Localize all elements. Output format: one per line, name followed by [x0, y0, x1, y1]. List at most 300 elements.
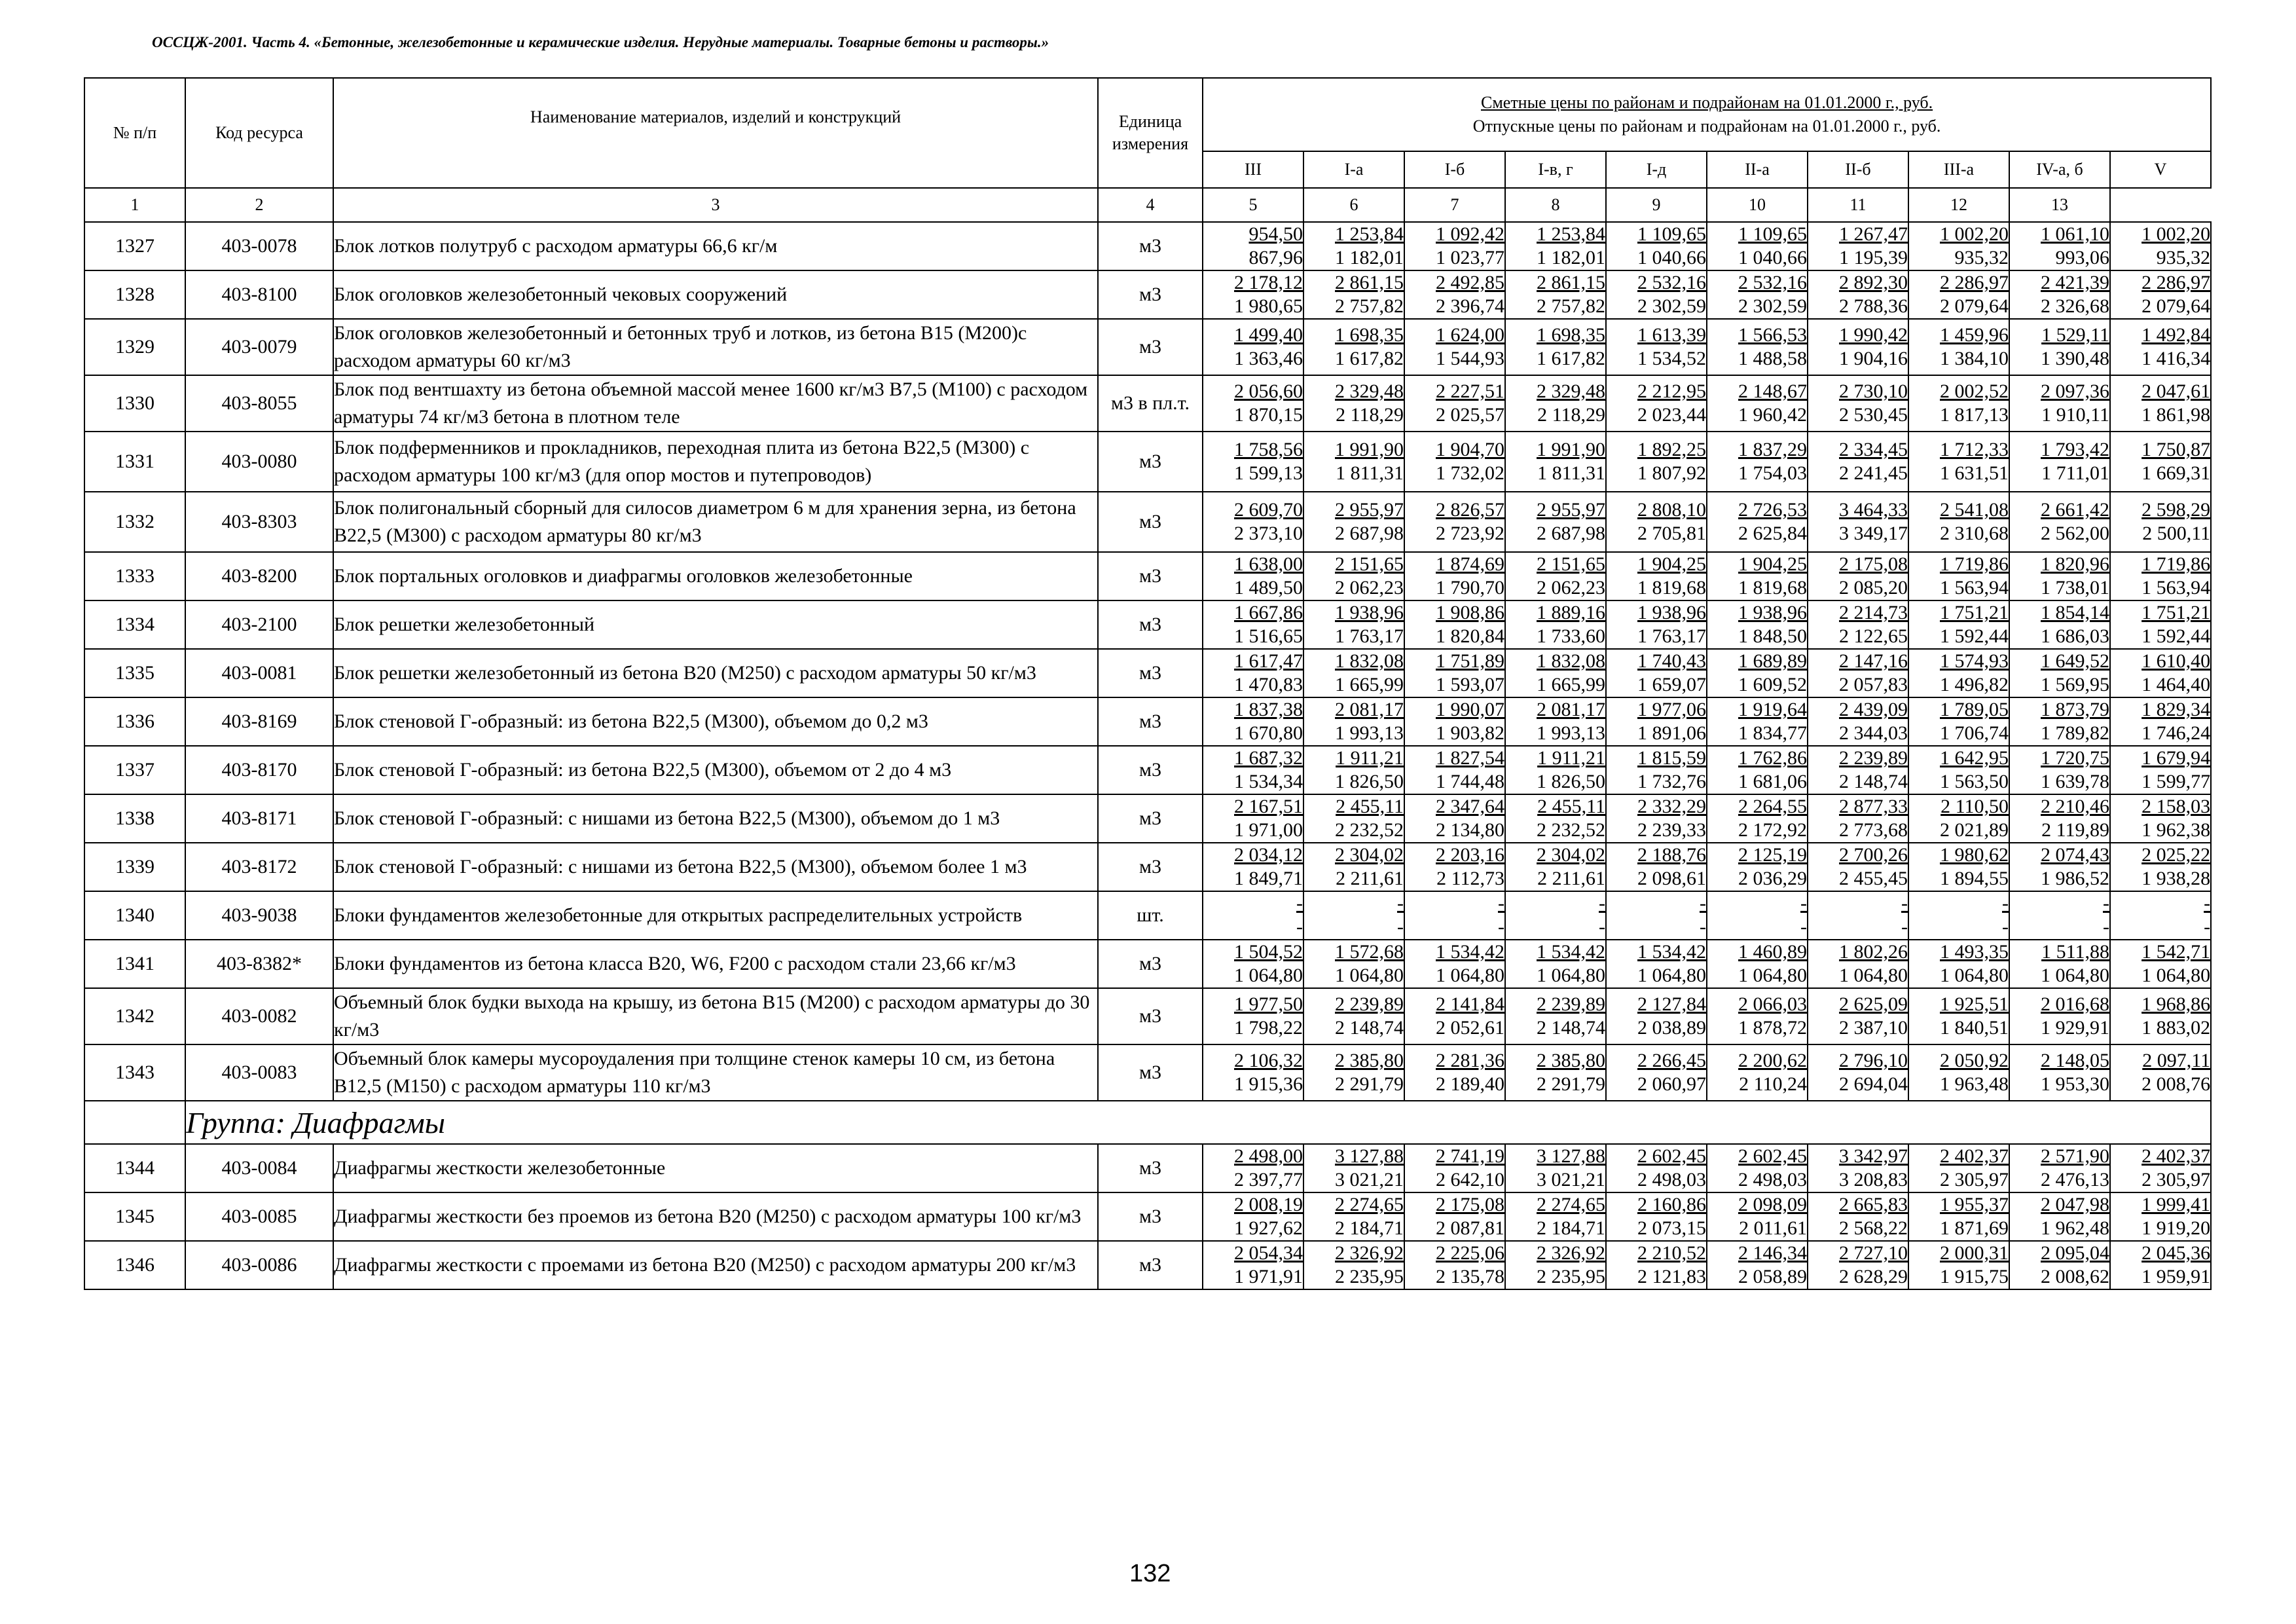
estimate-price: 2 334,45 [1839, 439, 1908, 460]
release-price: 2 291,79 [1537, 1073, 1605, 1095]
material-name: Блок стеновой Г-образный: с нишами из бетона В22,5 (М300), объемом более 1 м3 [333, 843, 1098, 891]
estimate-price: 1 613,39 [1637, 324, 1706, 346]
release-price: 2 344,03 [1839, 722, 1908, 744]
estimate-price: 2 665,83 [1839, 1194, 1908, 1215]
resource-code: 403-0081 [185, 649, 333, 697]
release-price: 1 848,50 [1738, 625, 1807, 647]
release-price: 1 732,76 [1637, 771, 1706, 792]
estimate-price: 2 158,03 [2141, 796, 2211, 817]
price-cell [1908, 552, 2009, 600]
row-number: 1328 [84, 270, 185, 319]
price-cell [1908, 600, 2009, 649]
price-cell [1908, 1192, 2009, 1241]
price-cell [1707, 270, 1808, 319]
unit-of-measure: м3 [1098, 492, 1203, 552]
price-cell [2009, 432, 2110, 492]
release-price: 2 239,33 [1637, 819, 1706, 841]
release-price: 1 040,66 [1637, 247, 1706, 268]
release-price: 1 963,48 [1940, 1073, 2009, 1095]
estimate-price: 2 281,36 [1436, 1050, 1504, 1071]
price-cell [1606, 432, 1707, 492]
unit-of-measure: м3 [1098, 697, 1203, 746]
resource-code: 403-8382* [185, 940, 333, 988]
release-price: 2 038,89 [1637, 1017, 1706, 1039]
estimate-price: 1 832,08 [1537, 650, 1605, 672]
row-number: 1331 [84, 432, 185, 492]
estimate-price: 2 892,30 [1839, 272, 1908, 293]
price-header-release: Отпускные цены по районам и подрайонам на 01.01.2000 г., руб. [1472, 117, 1941, 136]
price-cell [1505, 1044, 1606, 1101]
price-cell [2009, 940, 2110, 988]
release-price: 2 396,74 [1436, 295, 1504, 317]
price-cell [1908, 492, 2009, 552]
column-number: 5 [1203, 188, 1303, 222]
release-price: 1 040,66 [1738, 247, 1807, 268]
release-price: 2 135,78 [1436, 1266, 1504, 1287]
price-cell [1203, 222, 1303, 270]
estimate-price: 1 511,88 [2041, 941, 2109, 963]
estimate-price: 1 874,69 [1436, 553, 1504, 575]
price-cell [1606, 1241, 1707, 1289]
column-number: 11 [1808, 188, 1908, 222]
estimate-price: 2 455,11 [1537, 796, 1605, 817]
estimate-price: 2 326,92 [1537, 1242, 1605, 1264]
price-cell [1404, 746, 1505, 794]
release-price: 1 569,95 [2041, 674, 2109, 695]
release-price: 2 148,74 [1537, 1017, 1605, 1039]
release-price: 2 060,97 [1637, 1073, 1706, 1095]
estimate-price: 2 304,02 [1537, 844, 1605, 866]
release-price: 2 305,97 [2141, 1169, 2211, 1190]
estimate-price: 1 793,42 [2041, 439, 2109, 460]
price-cell [1908, 432, 2009, 492]
release-price: 1 534,34 [1234, 771, 1303, 792]
row-number: 1342 [84, 988, 185, 1044]
price-cell [1606, 552, 1707, 600]
release-price: 2 211,61 [1336, 868, 1404, 889]
release-price: 1 384,10 [1940, 348, 2009, 369]
price-cell [1505, 843, 1606, 891]
price-cell [1303, 940, 1404, 988]
unit-of-measure: шт. [1098, 891, 1203, 940]
estimate-price: 1 751,21 [1940, 602, 2009, 623]
price-cell [1303, 649, 1404, 697]
column-number: 7 [1404, 188, 1505, 222]
price-cell [1505, 492, 1606, 552]
release-price: 1 064,80 [1537, 965, 1605, 986]
release-price: 1 599,13 [1234, 462, 1303, 484]
estimate-price: 1 534,42 [1537, 941, 1605, 963]
estimate-price: - [1599, 893, 1605, 914]
release-price: 3 349,17 [1839, 523, 1908, 544]
price-cell [1505, 649, 1606, 697]
row-number: 1330 [84, 375, 185, 432]
material-name: Блок решетки железобетонный из бетона В20 (М250) с расходом арматуры 50 кг/м3 [333, 649, 1098, 697]
estimate-price: 2 147,16 [1839, 650, 1908, 672]
estimate-price: 2 110,50 [1941, 796, 2009, 817]
resource-code: 403-8171 [185, 794, 333, 843]
region-header: I-а [1303, 151, 1404, 188]
release-price: 2 008,62 [2041, 1266, 2109, 1287]
price-cell [1303, 697, 1404, 746]
estimate-price: 1 679,94 [2141, 747, 2211, 769]
estimate-price: 2 661,42 [2041, 499, 2109, 521]
price-cell [1606, 746, 1707, 794]
price-cell [1203, 891, 1303, 940]
release-price: 2 211,61 [1537, 868, 1605, 889]
release-price: 1 563,50 [1940, 771, 2009, 792]
estimate-price: 1 750,87 [2141, 439, 2211, 460]
price-cell [2110, 600, 2211, 649]
price-cell [2009, 988, 2110, 1044]
estimate-price: 1 504,52 [1234, 941, 1303, 963]
price-cell [1908, 649, 2009, 697]
release-price: 1 064,80 [1234, 965, 1303, 986]
estimate-price: 2 439,09 [1839, 699, 1908, 720]
release-price: 2 310,68 [1940, 523, 2009, 544]
material-name: Блок оголовков железобетонный и бетонных труб и лотков, из бетона В15 (М200)с расходом арматуры 60 кг/м3 [333, 319, 1098, 375]
release-price: 2 387,10 [1839, 1017, 1908, 1039]
price-cell [1707, 988, 1808, 1044]
release-price: 2 079,64 [2141, 295, 2211, 317]
price-cell [1808, 432, 1908, 492]
price-cell [1707, 843, 1808, 891]
release-price: 1 639,78 [2041, 771, 2109, 792]
price-cell [1808, 492, 1908, 552]
unit-of-measure: м3 [1098, 1241, 1203, 1289]
table-row [84, 940, 2211, 988]
release-price: 2 628,29 [1839, 1266, 1908, 1287]
row-number: 1341 [84, 940, 185, 988]
release-price: 1 903,82 [1436, 722, 1504, 744]
price-cell [1404, 891, 1505, 940]
row-number: 1336 [84, 697, 185, 746]
estimate-price: 2 609,70 [1234, 499, 1303, 521]
release-price: 1 609,52 [1738, 674, 1807, 695]
row-number: 1329 [84, 319, 185, 375]
estimate-price: 1 542,71 [2141, 941, 2211, 963]
price-cell [1606, 492, 1707, 552]
price-cell [2009, 1044, 2110, 1101]
release-price: 1 631,51 [1940, 462, 2009, 484]
estimate-price: 1 820,96 [2041, 553, 2109, 575]
unit-of-measure: м3 [1098, 746, 1203, 794]
resource-code: 403-9038 [185, 891, 333, 940]
estimate-price: 3 342,97 [1839, 1145, 1908, 1167]
price-cell [1808, 319, 1908, 375]
group-row [84, 1101, 2211, 1144]
price-cell [1404, 1144, 1505, 1192]
price-cell [1606, 843, 1707, 891]
price-cell [2009, 746, 2110, 794]
price-cell [1505, 697, 1606, 746]
price-cell [1505, 600, 1606, 649]
price-cell [1707, 1044, 1808, 1101]
table-row [84, 1144, 2211, 1192]
price-cell [1707, 375, 1808, 432]
resource-code: 403-0079 [185, 319, 333, 375]
release-price: 2 305,97 [1940, 1169, 2009, 1190]
price-cell [1707, 794, 1808, 843]
estimate-price: 1 789,05 [1940, 699, 2009, 720]
price-cell [1707, 552, 1808, 600]
price-cell [1203, 270, 1303, 319]
estimate-price: 1 938,96 [1335, 602, 1404, 623]
release-price: 1 064,80 [1738, 965, 1807, 986]
estimate-price: 2 726,53 [1738, 499, 1807, 521]
row-number: 1343 [84, 1044, 185, 1101]
release-price: 1 927,62 [1234, 1217, 1303, 1239]
estimate-price: 1 689,89 [1738, 650, 1807, 672]
price-cell [1505, 746, 1606, 794]
price-cell [1908, 375, 2009, 432]
price-cell [1908, 270, 2009, 319]
release-price: 2 562,00 [2041, 523, 2109, 544]
estimate-price: 2 239,89 [1537, 993, 1605, 1015]
price-cell [1303, 1241, 1404, 1289]
estimate-price: 1 499,40 [1234, 324, 1303, 346]
price-cell [1606, 1144, 1707, 1192]
release-price: 1 516,65 [1234, 625, 1303, 647]
price-cell [1505, 794, 1606, 843]
table-row [84, 794, 2211, 843]
estimate-price: 2 225,06 [1436, 1242, 1504, 1264]
estimate-price: 2 877,33 [1839, 796, 1908, 817]
release-price: 2 235,95 [1335, 1266, 1404, 1287]
release-price: 2 241,45 [1839, 462, 1908, 484]
price-cell [1707, 1144, 1808, 1192]
estimate-price: 1 904,70 [1436, 439, 1504, 460]
release-price: 1 390,48 [2041, 348, 2109, 369]
price-cell [1303, 600, 1404, 649]
price-cell [1808, 1192, 1908, 1241]
estimate-price: 2 602,45 [1637, 1145, 1706, 1167]
release-price: 2 302,59 [1637, 295, 1706, 317]
price-cell [2110, 940, 2211, 988]
estimate-price: 2 210,52 [1637, 1242, 1706, 1264]
price-cell [1203, 988, 1303, 1044]
price-cell [1707, 319, 1808, 375]
release-price: 2 025,57 [1436, 404, 1504, 426]
price-cell [1404, 649, 1505, 697]
price-cell [2110, 1241, 2211, 1289]
price-cell [1808, 988, 1908, 1044]
release-price: 1 878,72 [1738, 1017, 1807, 1039]
resource-code: 403-0080 [185, 432, 333, 492]
price-cell [1303, 1044, 1404, 1101]
region-header: I-б [1404, 151, 1505, 188]
release-price: - [1800, 916, 1807, 938]
estimate-price: 1 493,35 [1940, 941, 2009, 963]
price-cell [1808, 697, 1908, 746]
table-row [84, 432, 2211, 492]
estimate-price: 2 727,10 [1839, 1242, 1908, 1264]
estimate-price: 1 667,86 [1234, 602, 1303, 623]
price-cell [1707, 600, 1808, 649]
resource-code: 403-0082 [185, 988, 333, 1044]
release-price: 2 073,15 [1637, 1217, 1706, 1239]
estimate-price: 2 329,48 [1537, 380, 1605, 402]
price-cell [1404, 552, 1505, 600]
unit-of-measure: м3 [1098, 940, 1203, 988]
resource-code: 403-0083 [185, 1044, 333, 1101]
estimate-price: 1 610,40 [2141, 650, 2211, 672]
release-price: 1 962,48 [2041, 1217, 2109, 1239]
release-price: 2 134,80 [1436, 819, 1504, 841]
estimate-price: - [1296, 893, 1303, 914]
estimate-price: 1 698,35 [1335, 324, 1404, 346]
estimate-price: 1 638,00 [1234, 553, 1303, 575]
release-price: 2 118,29 [1537, 404, 1605, 426]
estimate-price: 2 002,52 [1940, 380, 2009, 402]
unit-of-measure: м3 [1098, 270, 1203, 319]
region-header: I-д [1606, 151, 1707, 188]
material-name: Блок решетки железобетонный [333, 600, 1098, 649]
release-price: 1 711,01 [2041, 462, 2109, 484]
release-price: 2 326,68 [2041, 295, 2109, 317]
estimate-price: 2 571,90 [2041, 1145, 2109, 1167]
estimate-price: 1 919,64 [1738, 699, 1807, 720]
release-price: 2 098,61 [1637, 868, 1706, 889]
estimate-price: 1 698,35 [1537, 324, 1605, 346]
price-cell [1303, 1192, 1404, 1241]
release-price: 1 754,03 [1738, 462, 1807, 484]
release-price: 1 817,13 [1940, 404, 2009, 426]
estimate-price: 1 938,96 [1738, 602, 1807, 623]
material-name: Блок подферменников и прокладников, переходная плита из бетона В22,5 (М300) с расходом арматуры 100 кг/м3 (для опор мостов и путепроводов) [333, 432, 1098, 492]
price-table-container [84, 77, 2210, 1290]
release-price: 1 819,68 [1637, 577, 1706, 599]
column-number: 9 [1606, 188, 1707, 222]
estimate-price: 1 720,75 [2041, 747, 2109, 769]
resource-code: 403-0078 [185, 222, 333, 270]
price-cell [1505, 988, 1606, 1044]
table-row [84, 222, 2211, 270]
release-price: 1 064,80 [1940, 965, 2009, 986]
price-cell [1404, 697, 1505, 746]
estimate-price: 2 056,60 [1234, 380, 1303, 402]
release-price: 2 058,89 [1738, 1266, 1807, 1287]
estimate-price: 2 008,19 [1234, 1194, 1303, 1215]
estimate-price: 2 227,51 [1436, 380, 1504, 402]
estimate-price: 2 210,46 [2041, 796, 2109, 817]
release-price: - [1498, 916, 1504, 938]
unit-of-measure: м3 [1098, 552, 1203, 600]
price-cell [1908, 891, 2009, 940]
price-cell [1505, 552, 1606, 600]
release-price: 2 122,65 [1839, 625, 1908, 647]
price-cell [1203, 794, 1303, 843]
release-price: 1 986,52 [2041, 868, 2109, 889]
resource-code: 403-8055 [185, 375, 333, 432]
price-cell [1203, 552, 1303, 600]
price-cell [2110, 1192, 2211, 1241]
table-row [84, 1044, 2211, 1101]
table-row [84, 375, 2211, 432]
price-cell [1606, 940, 1707, 988]
region-header: IV-а, б [2009, 151, 2110, 188]
region-header: III [1203, 151, 1303, 188]
resource-code: 403-8169 [185, 697, 333, 746]
estimate-price: 2 016,68 [2041, 993, 2109, 1015]
price-cell [2110, 432, 2211, 492]
estimate-price: 1 837,38 [1234, 699, 1303, 720]
price-cell [2110, 649, 2211, 697]
release-price: 1 706,74 [1940, 722, 2009, 744]
release-price: 1 811,31 [1537, 462, 1605, 484]
estimate-price: 1 572,68 [1335, 941, 1404, 963]
estimate-price: 1 253,84 [1537, 223, 1605, 245]
region-header: III-а [1908, 151, 2009, 188]
release-price: 1 938,28 [2141, 868, 2211, 889]
column-number: 1 [84, 188, 185, 222]
release-price: 2 397,77 [1234, 1169, 1303, 1190]
estimate-price: 2 160,86 [1637, 1194, 1706, 1215]
price-cell [1505, 1241, 1606, 1289]
estimate-price: 954,50 [1248, 223, 1303, 245]
release-price: 1 617,82 [1537, 348, 1605, 369]
estimate-price: 2 151,65 [1335, 553, 1404, 575]
column-number: 10 [1707, 188, 1808, 222]
price-cell [1707, 432, 1808, 492]
estimate-price: 2 214,73 [1839, 602, 1908, 623]
price-cell [2110, 1144, 2211, 1192]
release-price: 1 871,69 [1940, 1217, 2009, 1239]
estimate-price: 1 002,20 [2141, 223, 2211, 245]
release-price: 993,06 [2055, 247, 2109, 268]
price-cell [1303, 432, 1404, 492]
release-price: 2 148,74 [1839, 771, 1908, 792]
estimate-price: 2 808,10 [1637, 499, 1706, 521]
price-cell [1808, 940, 1908, 988]
estimate-price: 2 097,11 [2142, 1050, 2211, 1071]
unit-of-measure: м3 [1098, 794, 1203, 843]
release-price: - [1296, 916, 1303, 938]
release-price: 1 669,31 [2141, 462, 2211, 484]
price-cell [1203, 649, 1303, 697]
price-cell [1808, 222, 1908, 270]
col-header-name: Наименование материалов, изделий и конструкций [333, 78, 1098, 188]
group-title: Группа: Диафрагмы [185, 1101, 2211, 1144]
resource-code: 403-0085 [185, 1192, 333, 1241]
release-price: 867,96 [1248, 247, 1303, 268]
release-price: 2 232,52 [1335, 819, 1404, 841]
material-name: Блоки фундаментов железобетонные для открытых распределительных устройств [333, 891, 1098, 940]
release-price: 3 021,21 [1335, 1169, 1404, 1190]
estimate-price: 1 991,90 [1537, 439, 1605, 460]
release-price: 1 820,84 [1436, 625, 1504, 647]
release-price: 1 733,60 [1537, 625, 1605, 647]
release-price: 1 744,48 [1436, 771, 1504, 792]
resource-code: 403-0084 [185, 1144, 333, 1192]
price-cell [2110, 552, 2211, 600]
release-price: 2 087,81 [1436, 1217, 1504, 1239]
column-number: 12 [1908, 188, 2009, 222]
estimate-price: 2 095,04 [2041, 1242, 2109, 1264]
table-row [84, 552, 2211, 600]
resource-code: 403-8172 [185, 843, 333, 891]
price-cell [1303, 375, 1404, 432]
release-price: 1 617,82 [1335, 348, 1404, 369]
estimate-price: 2 286,97 [1940, 272, 2009, 293]
price-cell [1606, 988, 1707, 1044]
release-price: 1 599,77 [2141, 771, 2211, 792]
estimate-price: 2 081,17 [1335, 699, 1404, 720]
price-cell [2009, 319, 2110, 375]
price-cell [1908, 940, 2009, 988]
estimate-price: 2 047,98 [2041, 1194, 2109, 1215]
estimate-price: 2 602,45 [1738, 1145, 1807, 1167]
